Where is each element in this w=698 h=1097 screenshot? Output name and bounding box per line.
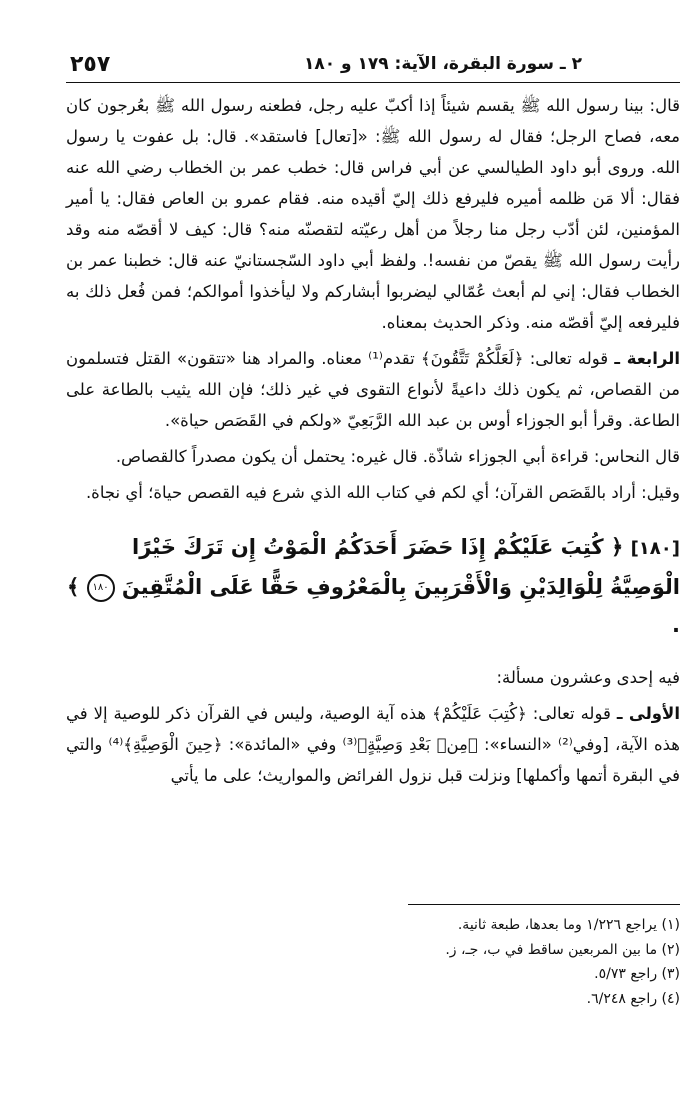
main-text [66,90,680,796]
quran-verse [66,528,680,644]
verse-close: ﴾ . [66,575,680,637]
paragraph-qasas: وقيل: أراد بالقَصَص القرآن؛ أي لكم في كتاب الله الذي شرع فيه القصص حياة؛ أي نجاة. [85,483,680,502]
issue-text-first: قوله تعالى: ﴿كُتِبَ عَلَيْكُمْ﴾ هذه آية الوصية، وليس في القرآن ذكر للوصية إلا في هذه الآية، [وفي⁽²⁾ «النساء»: ﴿مِنۢ بَعْدِ وَصِيَّةٍ﴾⁽³⁾ وفي «المائدة»: ﴿حِينَ الْوَصِيَّةِ﴾⁽⁴⁾ والتي في البقرة أتمها وأكملها] ونزلت قبل نزول الفرائض والمواريث؛ على ما يأتي [66,704,680,785]
footnote-1: (١) يراجع ١/٢٢٦ وما بعدها، طبعة ثانية. [457,917,680,933]
issue-label-fourth: الرابعة ـ [614,349,680,368]
footnote-2: (٢) ما بين المربعين ساقط في ب، جـ، ز. [445,941,680,958]
running-head: ٢ ـ سورة البقرة، الآية: ١٧٩ و ١٨٠ [303,54,583,74]
verse-text: ﴿ كُتِبَ عَلَيْكُمْ إِذَا حَضَرَ أَحَدَكُمُ الْمَوْتُ إِن تَرَكَ خَيْرًا الْوَصِيَّةُ لِلْوَالِدَيْنِ وَالْأَقْرَبِينَ بِالْمَعْرُوفِ حَقًّا عَلَى الْمُتَّقِينَ [121,535,680,599]
paragraph-fourth-issue [66,343,680,436]
paragraph-issue-count: فيه إحدى وعشرون مسألة: [496,668,680,687]
issue-text-fourth: قوله تعالى: ﴿لَعَلَّكُمْ تَتَّقُونَ﴾ تقدم⁽¹⁾ معناه. والمراد هنا «تتقون» القتل فتسلمون من القصاص، ثم يكون ذلك داعيةً لأنواع التقوى في غير ذلك؛ فإن الله يثيب بالطاعة على الطاعة. وقرأ أبو الجوزاء أوس بن عبد الله الرَّبَعِيّ «ولكم في القَصَص حياة». [66,349,680,430]
footnote-divider [408,904,680,905]
paragraph-hadith: قال: بينا رسول الله ﷺ يقسم شيئاً إذا أكبّ عليه رجل، فطعنه رسول الله ﷺ بعُرجون كان معه، فصاح الرجل؛ فقال له رسول الله ﷺ: «[تعال] فاستقد». قال: بل عفوت يا رسول الله. وروى أبو داود الطيالسي عن أبي فراس قال: خطب عمر بن الخطاب رضي الله عنه فقال: ألا مَن ظلمه أميره فليرفع ذلك إليّ أقيده منه. فقام عمرو بن العاص فقال: يا أمير المؤمنين، لئن أدّب رجل منا رجلاً من أهل رعيّته لتقصنّه منه؟ قال: كيف لا أقصّه منه وقد رأيت رسول الله ﷺ يقصّ من نفسه!. ولفظ أبي داود السّجستانيّ عنه قال: خطبنا عمر بن الخطاب فقال: إني لم أبعث عُمّالي ليضربوا أبشاركم ولا ليأخذوا أموالكم؛ فمن فُعل ذلك به فليرفعه إليّ أقصّه منه. وذكر الحديث بمعناه. [66,96,680,332]
verse-number: [١٨٠] [630,538,680,559]
paragraph-first-issue [66,698,680,791]
footnotes [380,913,680,1011]
page-number: ٢٥٧ [70,52,111,77]
issue-label-first: الأولى ـ [616,704,680,723]
paragraph-nahhas: قال النحاس: قراءة أبي الجوزاء شاذّة. قال غيره: يحتمل أن يكون مصدراً كالقصاص. [115,447,680,466]
page-header [66,52,680,83]
footnote-4: (٤) راجع ٦/٢٤٨. [586,990,680,1007]
footnote-3: (٣) راجع ٥/٧٣. [594,966,680,982]
ayah-end-marker: ١٨٠ [87,574,115,602]
